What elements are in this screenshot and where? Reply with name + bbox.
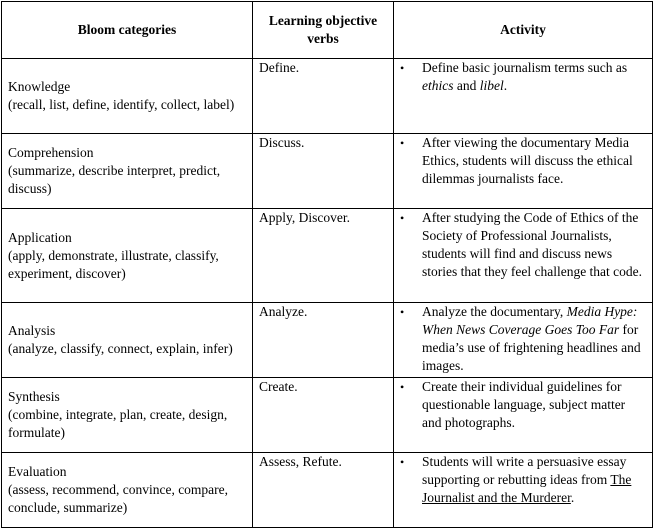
header-row	[2, 2, 653, 59]
bullet-icon: •	[400, 61, 405, 75]
activity-text: Students will write a persuasive essay supporting or rebutting ideas from	[422, 454, 627, 487]
activity-text: .	[570, 490, 575, 505]
category-cell	[2, 378, 253, 453]
activity-text: and	[453, 78, 480, 93]
activity-list	[400, 59, 646, 95]
objective-verbs-cell: Create.	[253, 378, 394, 453]
objective-verbs-cell: Assess, Refute.	[253, 453, 394, 528]
activity-text: After viewing the documentary Media Ethics, students will discuss the ethical dilemmas journalists face.	[422, 135, 633, 186]
category-cell	[2, 134, 253, 209]
category-verbs: (recall, list, define, identify, collect, label)	[8, 97, 235, 112]
header-bloom-categories: Bloom categories	[2, 2, 253, 59]
activity-cell	[394, 453, 653, 528]
activity-term: libel	[479, 78, 504, 93]
objective-verbs-cell: Discuss.	[253, 134, 394, 209]
category-name: Analysis	[8, 323, 56, 338]
category-cell	[2, 59, 253, 134]
list-item	[400, 134, 646, 188]
activity-cell	[394, 303, 653, 378]
activity-text: Create their individual guidelines for questionable language, subject matter and photographs.	[422, 379, 626, 430]
table-row	[2, 59, 653, 134]
activity-list	[400, 378, 646, 432]
activity-text: After studying the Code of Ethics of the Society of Professional Journalists, students will find and discuss news stories that they feel challenge that code.	[422, 210, 643, 279]
objective-verbs-cell: Apply, Discover.	[253, 209, 394, 303]
activity-text: .	[503, 78, 508, 93]
bullet-icon: •	[400, 136, 405, 150]
activity-text: Analyze the documentary,	[422, 304, 567, 319]
objective-verbs-cell: Define.	[253, 59, 394, 134]
list-item	[400, 303, 646, 375]
activity-text: Define basic journalism terms such as	[422, 60, 628, 75]
category-cell	[2, 303, 253, 378]
book-title: The Journalist and the Murderer	[422, 472, 632, 505]
category-cell	[2, 209, 253, 303]
bullet-icon: •	[400, 305, 405, 319]
category-verbs: (summarize, describe interpret, predict, discuss)	[8, 163, 221, 196]
bullet-icon: •	[400, 211, 405, 225]
table-row	[2, 134, 653, 209]
category-name: Comprehension	[8, 145, 94, 160]
activity-list	[400, 209, 646, 281]
header-learning-objective-verbs: Learning objective verbs	[253, 2, 394, 59]
activity-term: ethics	[422, 78, 454, 93]
header-activity: Activity	[394, 2, 653, 59]
table-row	[2, 378, 653, 453]
category-verbs: (apply, demonstrate, illustrate, classify, experiment, discover)	[8, 247, 219, 281]
activity-cell	[394, 59, 653, 134]
activity-list	[400, 134, 646, 188]
list-item	[400, 209, 646, 281]
category-name: Synthesis	[8, 389, 60, 404]
category-verbs: (assess, recommend, convince, compare, conclude, summarize)	[8, 482, 229, 515]
table-row	[2, 303, 653, 378]
activity-cell	[394, 378, 653, 453]
category-name: Application	[8, 229, 72, 245]
table-row	[2, 453, 653, 528]
category-name: Evaluation	[8, 464, 67, 479]
table-row	[2, 209, 653, 303]
bullet-icon: •	[400, 455, 405, 469]
list-item	[400, 378, 646, 432]
documentary-title: Media Hype: When News Coverage Goes Too Far	[422, 304, 638, 337]
activity-text: for media’s use of frightening headlines and images.	[422, 322, 641, 373]
activity-cell	[394, 209, 653, 303]
category-verbs: (combine, integrate, plan, create, design, formulate)	[8, 407, 228, 440]
list-item	[400, 59, 646, 95]
bloom-taxonomy-table	[1, 1, 653, 528]
list-item	[400, 453, 646, 507]
category-cell	[2, 453, 253, 528]
bullet-icon: •	[400, 380, 405, 394]
activity-list	[400, 303, 646, 375]
activity-list	[400, 453, 646, 507]
objective-verbs-cell: Analyze.	[253, 303, 394, 378]
activity-cell	[394, 134, 653, 209]
category-verbs: (analyze, classify, connect, explain, infer)	[8, 341, 233, 356]
category-name: Knowledge	[8, 79, 71, 94]
